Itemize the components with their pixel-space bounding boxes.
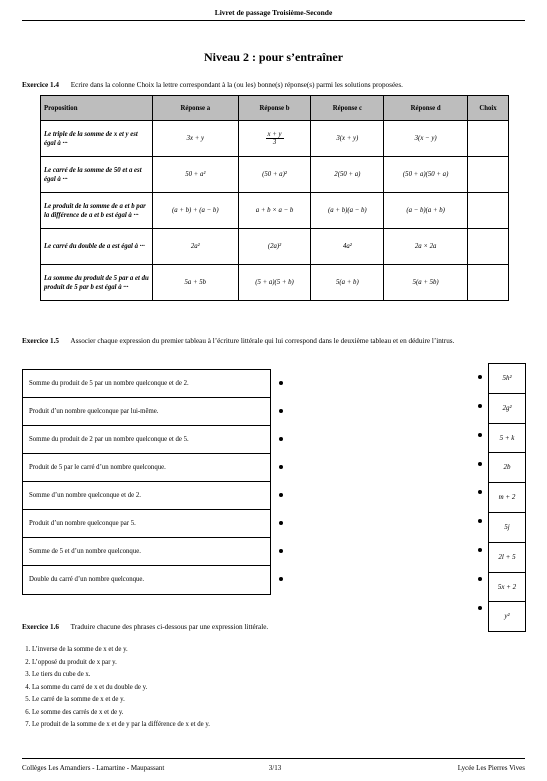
header-reponse-d: Réponse d — [384, 96, 468, 121]
left-connector-dot[interactable] — [279, 549, 283, 553]
left-connector-dot[interactable] — [279, 465, 283, 469]
expression-list — [22, 369, 271, 595]
reponse-b-cell: (2a)² — [238, 229, 311, 265]
header-reponse-b: Réponse b — [238, 96, 311, 121]
header-choix: Choix — [468, 96, 509, 121]
list-item: 2. L’opposé du produit de x par y. — [32, 657, 210, 670]
proposition-cell: Le carré du double de a est égal à ··· — [41, 229, 153, 265]
list-item: 5h² — [489, 364, 525, 394]
left-connector-dot[interactable] — [279, 437, 283, 441]
right-connector-dot[interactable] — [478, 462, 482, 466]
exercise-1-5-label: Exercice 1.5 — [22, 337, 59, 345]
exercise-1-6-list — [18, 644, 210, 732]
left-connector-dot[interactable] — [279, 381, 283, 385]
choix-cell[interactable] — [468, 229, 509, 265]
list-item: 5 + k — [489, 424, 525, 454]
fraction-numerator: x + y — [267, 131, 282, 138]
reponse-c-cell: 3(x + y) — [311, 121, 384, 157]
reponse-a-cell: (a + b) + (a − b) — [153, 193, 239, 229]
list-item: 4. La somme du carré de x et du double de y. — [32, 682, 210, 695]
literal-expression-list — [488, 363, 526, 632]
choix-cell[interactable] — [468, 157, 509, 193]
exercise-1-5-text: Associer chaque expression du premier tableau à l’écriture littérale qui lui correspond dans le deuxième tableau et en déduire l’intrus. — [70, 337, 455, 345]
list-item: 5x + 2 — [489, 573, 525, 603]
reponse-b-cell: (5 + a)(5 + b) — [238, 265, 311, 301]
footer-right: Lycée Les Pierres Vives — [457, 764, 525, 772]
reponse-c-cell: 4a² — [311, 229, 384, 265]
table-row — [41, 265, 509, 301]
choix-cell[interactable] — [468, 193, 509, 229]
right-connector-dot[interactable] — [478, 375, 482, 379]
list-item: 5j — [489, 513, 525, 543]
reponse-a-cell: 2a² — [153, 229, 239, 265]
list-item: 2b — [489, 453, 525, 483]
exercise-1-4-label: Exercice 1.4 — [22, 81, 59, 89]
list-item: Double du carré d’un nombre quelconque. — [29, 576, 145, 583]
reponse-a-cell: 50 + a² — [153, 157, 239, 193]
left-connector-dot[interactable] — [279, 577, 283, 581]
table-row — [41, 229, 509, 265]
table-row — [41, 121, 509, 157]
list-item: Produit d’un nombre quelconque par lui-même. — [23, 398, 270, 426]
reponse-d-cell: 2a × 2a — [384, 229, 468, 265]
reponse-a-cell: 3x + y — [153, 121, 239, 157]
exercise-1-6-text: Traduire chacune des phrases ci-dessous par une expression littérale. — [70, 623, 269, 631]
list-item: 3. Le tiers du cube de x. — [32, 669, 210, 682]
list-item: Produit de 5 par le carré d’un nombre quelconque. — [23, 454, 270, 482]
choix-cell[interactable] — [468, 121, 509, 157]
reponse-d-cell: (a − b)(a + b) — [384, 193, 468, 229]
table-row — [41, 157, 509, 193]
proposition-cell: Le produit de la somme de a et b par la différence de a et b est égal à ··· — [41, 193, 153, 229]
exercise-1-4-heading — [22, 80, 527, 90]
right-connector-dot[interactable] — [478, 548, 482, 552]
exercise-1-5-heading — [22, 336, 527, 346]
right-connector-dot[interactable] — [478, 519, 482, 523]
header-rule — [22, 20, 525, 21]
reponse-d-cell: (50 + a)(50 + a) — [384, 157, 468, 193]
right-connector-dot[interactable] — [478, 404, 482, 408]
list-item: Produit d’un nombre quelconque par 5. — [23, 510, 270, 538]
left-connector-dot[interactable] — [279, 521, 283, 525]
reponse-a-cell: 5a + 5b — [153, 265, 239, 301]
table-row — [41, 193, 509, 229]
exercise-1-6-label: Exercice 1.6 — [22, 623, 59, 631]
list-item: 2l + 5 — [489, 543, 525, 573]
right-connector-dot[interactable] — [478, 433, 482, 437]
proposition-cell: Le triple de la somme de x et y est égal à ··· — [41, 121, 153, 157]
header-title: Livret de passage Troisième-Seconde — [214, 8, 333, 17]
exercise-1-6-heading — [22, 622, 527, 632]
reponse-d-cell: 3(x − y) — [384, 121, 468, 157]
list-item: y² — [504, 612, 510, 621]
fraction-denominator: 3 — [272, 139, 277, 146]
table-header-row — [41, 96, 509, 121]
reponse-b-cell — [238, 121, 311, 157]
right-connector-dot[interactable] — [478, 606, 482, 610]
exercise-1-4-table — [40, 95, 509, 301]
fraction — [266, 131, 284, 146]
left-connector-dot[interactable] — [279, 409, 283, 413]
reponse-d-cell: 5(a + 5b) — [384, 265, 468, 301]
list-item: Somme d’un nombre quelconque et de 2. — [23, 482, 270, 510]
list-item: 2g² — [489, 394, 525, 424]
section-title: Niveau 2 : pour s’entraîner — [203, 50, 344, 64]
right-connector-dot[interactable] — [478, 490, 482, 494]
footer-rule — [22, 758, 525, 759]
list-item: 7. Le produit de la somme de x et de y par la différence de x et de y. — [32, 719, 210, 732]
reponse-c-cell: 2(50 + a) — [311, 157, 384, 193]
choix-cell[interactable] — [468, 265, 509, 301]
footer-left: Collèges Les Amandiers - Lamartine - Maupassant — [22, 764, 165, 772]
header-proposition: Proposition — [41, 96, 153, 121]
left-connector-dot[interactable] — [279, 493, 283, 497]
header-reponse-a: Réponse a — [153, 96, 239, 121]
list-item: 5. Le carré de la somme de x et de y. — [32, 694, 210, 707]
list-item: Somme du produit de 2 par un nombre quelconque et de 5. — [23, 426, 270, 454]
reponse-c-cell: (a + b)(a − b) — [311, 193, 384, 229]
reponse-b-cell: (50 + a)² — [238, 157, 311, 193]
list-item: m + 2 — [489, 483, 525, 513]
proposition-cell: Le carré de la somme de 50 et a est égal à ··· — [41, 157, 153, 193]
list-item: Somme de 5 et d’un nombre quelconque. — [23, 538, 270, 566]
page-number: 3/13 — [268, 764, 282, 772]
list-item: 6. Le somme des carrés de x et de y. — [32, 707, 210, 720]
list-item: 1. L’inverse de la somme de x et de y. — [32, 644, 210, 657]
exercise-1-4-text: Ecrire dans la colonne Choix la lettre correspondant à la (ou les) bonne(s) réponse(s) parmi les solutions proposées. — [70, 81, 403, 89]
list-item: Somme du produit de 5 par un nombre quelconque et de 2. — [23, 370, 270, 398]
reponse-b-cell: a + b × a − b — [238, 193, 311, 229]
right-connector-dot[interactable] — [478, 577, 482, 581]
proposition-cell: La somme du produit de 5 par a et du produit de 5 par b est égal à ··· — [41, 265, 153, 301]
reponse-c-cell: 5(a + b) — [311, 265, 384, 301]
header-reponse-c: Réponse c — [311, 96, 384, 121]
